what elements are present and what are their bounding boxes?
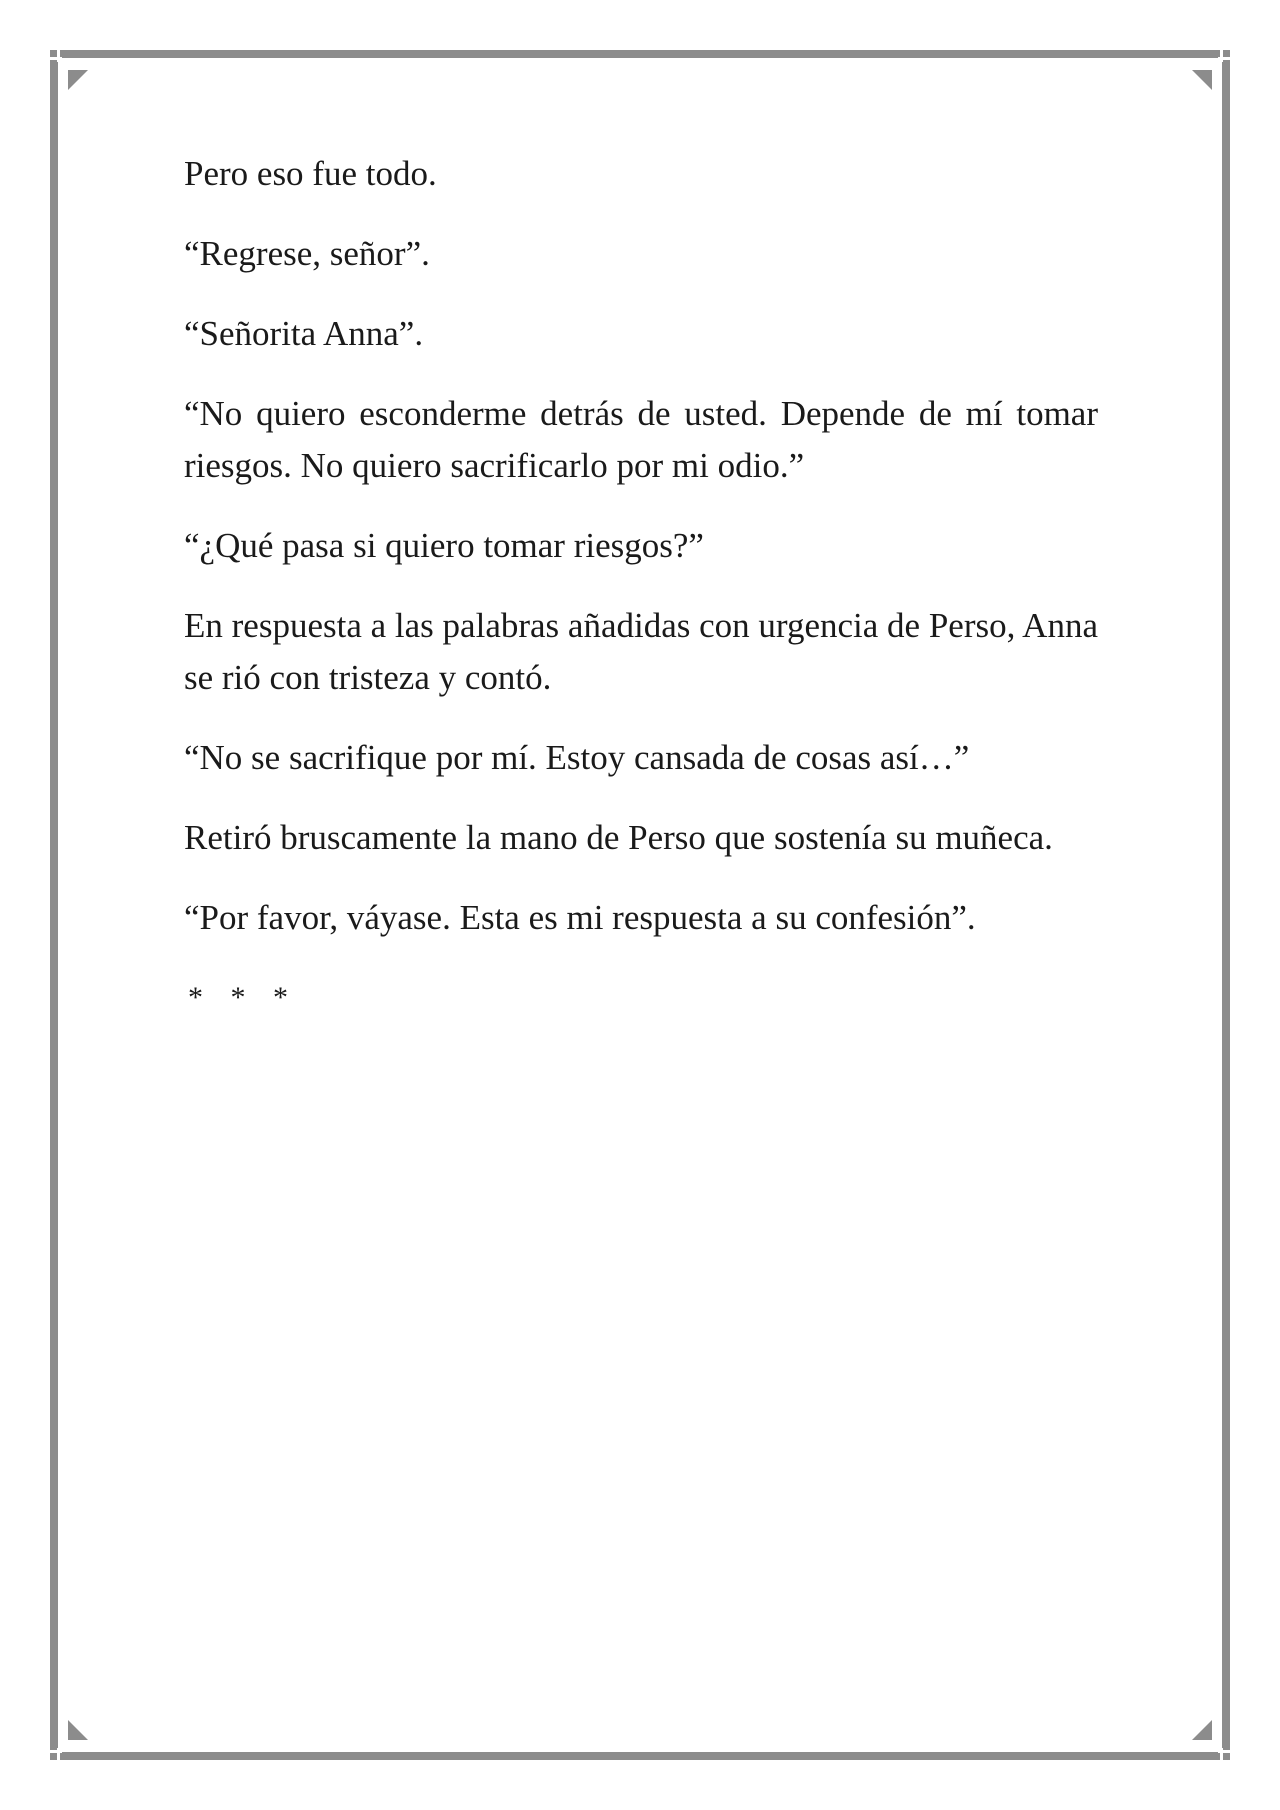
paragraph-6: En respuesta a las palabras añadidas con urgencia de Perso, Anna se rió con tristeza y contó.	[184, 606, 1098, 697]
page-body	[184, 148, 1098, 1052]
corner-triangle-br	[1192, 1720, 1212, 1740]
paragraph-1: Pero eso fue todo.	[184, 154, 437, 193]
corner-triangle-tl	[68, 70, 88, 90]
border-bottom	[62, 1752, 1218, 1760]
corner-triangle-bl	[68, 1720, 88, 1740]
border-right	[1222, 62, 1230, 1748]
border-left	[50, 62, 58, 1748]
paragraph-8: Retiró bruscamente la mano de Perso que sostenía su muñeca.	[184, 818, 1053, 857]
paragraph-4: “No quiero esconderme detrás de usted. Depende de mí tomar riesgos. No quiero sacrificarlo por mi odio.”	[184, 394, 1098, 485]
corner-triangle-tr	[1192, 70, 1212, 90]
paragraph-7: “No se sacrifique por mí. Estoy cansada de cosas así…”	[184, 738, 970, 777]
border-top	[62, 50, 1218, 58]
paragraph-2: “Regrese, señor”.	[184, 234, 430, 273]
paragraph-5: “¿Qué pasa si quiero tomar riesgos?”	[184, 526, 704, 565]
paragraph-9: “Por favor, váyase. Esta es mi respuesta a su confesión”.	[184, 898, 976, 937]
paragraph-3: “Señorita Anna”.	[184, 314, 424, 353]
scene-break: * * *	[188, 981, 298, 1014]
